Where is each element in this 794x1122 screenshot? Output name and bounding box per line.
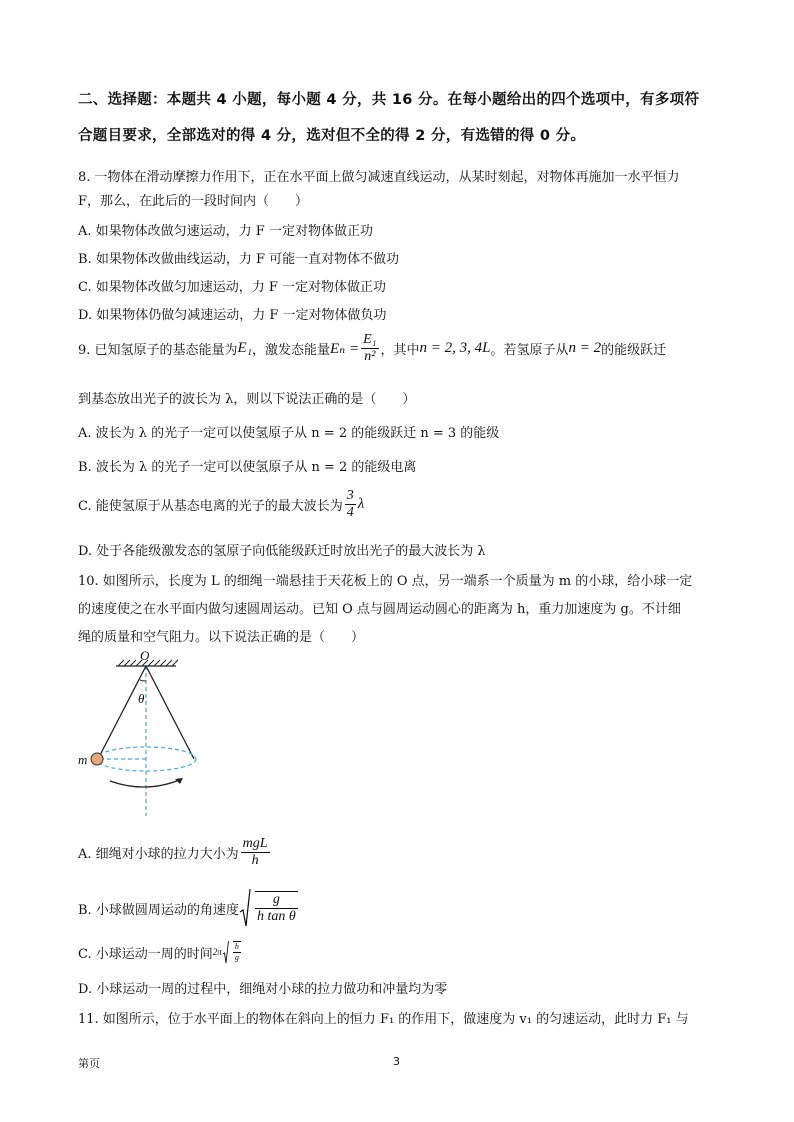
q10-option-d: D. 小球运动一周的过程中，细绳对小球的拉力做功和冲量均为零	[78, 982, 448, 997]
q9-option-c-num: 3	[346, 488, 354, 503]
q10-option-b	[78, 888, 300, 928]
ball	[91, 753, 103, 765]
sqrt-sign-b	[239, 888, 251, 928]
q9-n2: n = 2	[568, 340, 602, 356]
q9-stem-text-a: 9. 已知氢原子的基态能量为	[78, 343, 238, 358]
q10-option-c-coef: 2π	[212, 947, 222, 957]
q10-option-c	[78, 940, 243, 964]
q9-stem-line-2: 到基态放出光子的波长为 λ，则以下说法正确的是（ ）	[78, 392, 416, 407]
footer-label: 第页	[78, 1057, 100, 1070]
q9-n-values: n = 2, 3, 4L	[419, 340, 491, 356]
q9-stem-text-b: ，激发态能量	[251, 343, 330, 358]
q10-option-b-sqrt	[239, 888, 300, 928]
q9-e1: E₁	[237, 340, 252, 356]
q10-stem-line-3: 绳的质量和空气阻力。以下说法正确的是（ ）	[78, 630, 365, 645]
q9-option-c	[78, 488, 364, 521]
q9-frac-den: n²	[364, 349, 376, 364]
label-o: O	[140, 648, 150, 663]
q9-stem-text-c: ，其中	[380, 343, 420, 358]
q10-option-c-den: g	[234, 953, 239, 962]
q9-option-c-lambda: λ	[357, 496, 365, 512]
q10-option-a-text: A. 细绳对小球的拉力大小为	[78, 847, 239, 862]
q10-option-b-num: g	[255, 892, 298, 909]
q10-option-a-den: h	[251, 853, 259, 868]
q8-stem-line-1: 8. 一物体在滑动摩擦力作用下，正在水平面上做匀减速直线运动，从某时刻起，对物体再施加一水平恒力	[78, 170, 680, 185]
q8-option-d: D. 如果物体仍做匀减速运动，力 F 一定对物体做负功	[78, 308, 387, 323]
q10-option-a-num: mgL	[242, 836, 268, 851]
q10-option-b-fraction	[255, 891, 298, 925]
q9-frac-num: E₁	[363, 332, 377, 347]
page-number: 3	[393, 1055, 400, 1068]
q10-option-b-den: h tan θ	[256, 909, 296, 924]
q9-energy-fraction	[361, 332, 378, 365]
q10-option-a	[78, 836, 272, 869]
q9-stem-text-e: 的能级跃迁	[601, 343, 667, 358]
q10-option-a-fraction	[241, 836, 270, 869]
section-heading-line-1: 二、选择题：本题共 4 小题，每小题 4 分，共 16 分。在每小题给出的四个选项中，有多项符	[78, 92, 700, 108]
q8-option-b: B. 如果物体改做曲线运动，力 F 可能一直对物体不做功	[78, 252, 400, 267]
q11-stem-line-1: 11. 如图所示，位于水平面上的物体在斜向上的恒力 F₁ 的作用下，做速度为 v₁ 的匀速运动，此时力 F₁ 与	[78, 1012, 689, 1027]
q9-en-label: Eₙ =	[329, 341, 360, 357]
q9-option-c-den: 4	[346, 505, 354, 520]
q9-option-c-text: C. 能使氢原于从基态电离的光子的最大波长为	[78, 499, 343, 514]
q9-option-c-fraction	[345, 488, 356, 521]
q8-option-a: A. 如果物体改做匀速运动，力 F 一定对物体做正功	[78, 224, 373, 239]
q10-option-c-fraction	[233, 941, 241, 963]
q10-option-c-sqrt	[222, 940, 243, 964]
q10-option-b-text: B. 小球做圆周运动的角速度	[78, 902, 239, 918]
q10-option-c-num: h	[234, 942, 239, 951]
q9-option-b: B. 波长为 λ 的光子一定可以使氢原子从 n = 2 的能级电离	[78, 460, 417, 475]
label-theta: θ	[138, 691, 145, 706]
string-right	[146, 666, 194, 759]
string-left	[98, 666, 146, 759]
q8-option-c: C. 如果物体改做匀加速运动，力 F 一定对物体做正功	[78, 280, 387, 295]
section-heading-line-2: 合题目要求，全部选对的得 4 分，选对但不全的得 2 分，有选错的得 0 分。	[78, 128, 586, 144]
label-m: m	[78, 752, 88, 767]
q10-option-c-text: C. 小球运动一周的时间	[78, 946, 213, 962]
conical-pendulum-figure	[70, 648, 210, 824]
q9-option-a: A. 波长为 λ 的光子一定可以使氢原子从 n = 2 的能级跃迁 n = 3 的能级	[78, 426, 500, 441]
q9-stem-line-1	[78, 332, 666, 365]
theta-arc	[140, 680, 146, 681]
q9-option-d: D. 处于各能级激发态的氢原子向低能级跃迁时放出光子的最大波长为 λ	[78, 544, 486, 559]
q10-stem-line-2: 的速度使之在水平面内做匀速圆周运动。已知 O 点与圆周运动圆心的距离为 h，重力加速度为 g。不计细	[78, 602, 681, 617]
q8-stem-line-2: F，那么，在此后的一段时间内（ ）	[78, 194, 309, 209]
sqrt-sign-c	[222, 940, 229, 964]
q10-stem-line-1: 10. 如图所示，长度为 L 的细绳一端悬挂于天花板上的 O 点，另一端系一个质量为 m 的小球，给小球一定	[78, 574, 693, 589]
q9-stem-text-d: 。若氢原子从	[490, 343, 569, 358]
